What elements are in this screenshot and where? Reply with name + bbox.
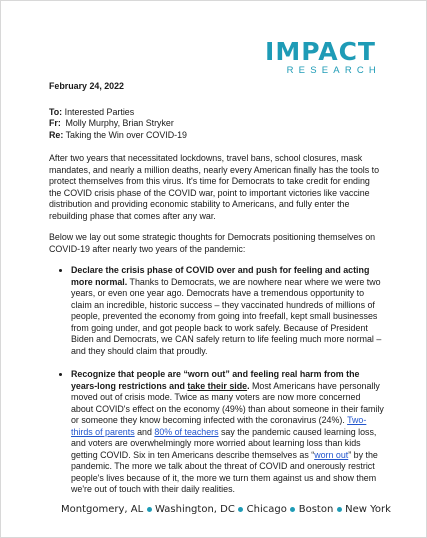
footer-city: New York: [345, 504, 391, 515]
impact-research-logo: [265, 37, 381, 76]
bullet-list: [49, 265, 384, 496]
worn-out-link[interactable]: worn out: [314, 449, 349, 460]
bullet-item-2: [71, 369, 384, 496]
footer-locations: [61, 504, 391, 515]
memo-header: [49, 107, 384, 142]
bullet-item-1: [71, 265, 384, 357]
memo-content: [49, 81, 384, 508]
memo-to: [49, 107, 384, 119]
footer-separator-dot: [337, 507, 342, 512]
parents-survey-link[interactable]: Two-thirds of parents: [71, 415, 367, 437]
footer-city: Montgomery, AL: [61, 504, 144, 515]
memo-re-value: Taking the Win over COVID-19: [63, 129, 187, 140]
lead-paragraph: Below we lay out some strategic thoughts for Democrats positioning themselves on COVID-19 after nearly two years of the pandemic:: [49, 232, 376, 254]
memo-re-label: Re:: [49, 129, 64, 140]
bullet-2-heading-text: Recognize that people are “worn out” and feeling real harm from the years-long restrictions and: [71, 369, 360, 391]
bullet-2-text-2: say the pandemic caused learning loss, and voters are overwhelmingly more worried about learning loss than kids getting COVID. Six in ten Americans describe themselves as “: [71, 426, 377, 460]
bullet-2-text-1: Most Americans have personally moved out of crisis mode. Twice as many voters are now more concerned about COVID's effect on the economy (49%) than about someone in their family or someone they know becoming infected with the coronavirus (24%).: [71, 380, 384, 425]
memo-re: [49, 130, 384, 142]
bullet-1-heading: Declare the crisis phase of COVID over and push for feeling and acting more normal.: [71, 265, 370, 287]
memo-from-value: Molly Murphy, Brian Stryker: [63, 118, 174, 128]
memo-from: [49, 118, 384, 130]
teachers-survey-link[interactable]: 80% of teachers: [154, 426, 219, 437]
memo-to-label: To:: [49, 106, 63, 117]
footer-city: Boston: [298, 504, 334, 515]
memo-date: February 24, 2022: [49, 81, 124, 91]
footer-separator-dot: [147, 507, 152, 512]
intro-paragraph: After two years that necessitated lockdowns, travel bans, school closures, mask mandates, and nearly a million deaths, nearly every American finally has the tools to protect themselves from this virus. It's time for Democrats to take credit for ending the COVID crisis phase of the COVID war, point to important victories like vaccine distribution and providing economic stability to Americans, and fully enter the rebuilding phase that comes after any war.: [49, 153, 380, 221]
footer-city: Washington, DC: [155, 504, 235, 515]
logo-main-text: IMPACT: [265, 37, 376, 66]
footer-separator-dot: [290, 507, 295, 512]
bullet-2-and: and: [134, 426, 155, 437]
memo-from-label: Fr:: [49, 118, 61, 128]
bullet-1-text: Thanks to Democrats, we are nowhere near where we were two years, or even one year ago. Democrats have a tremendous opportunity to claim an incredible, historic success – they vaccinated hundreds of millions of people, prevented the economy from going into freefall, kept small businesses from going under, and got people back to work safely. Because of President Biden and Democrats, we CAN safely return to life feeling much more normal – and they should claim that proudly.: [71, 276, 382, 356]
bullet-2-heading-underlined: take their side: [187, 380, 248, 391]
footer-separator-dot: [238, 507, 243, 512]
bullet-2-text-3: ” by the pandemic. The more we talk about the threat of COVID and onerously restrict people's lives because of it, the more we turn them against us and show them we're out of touch with their daily realities.: [71, 449, 378, 494]
footer-city: Chicago: [246, 504, 287, 515]
logo-sub-text: RESEARCH: [286, 65, 381, 76]
memo-to-value: Interested Parties: [62, 106, 135, 117]
bullet-2-heading-end: .: [247, 380, 250, 391]
